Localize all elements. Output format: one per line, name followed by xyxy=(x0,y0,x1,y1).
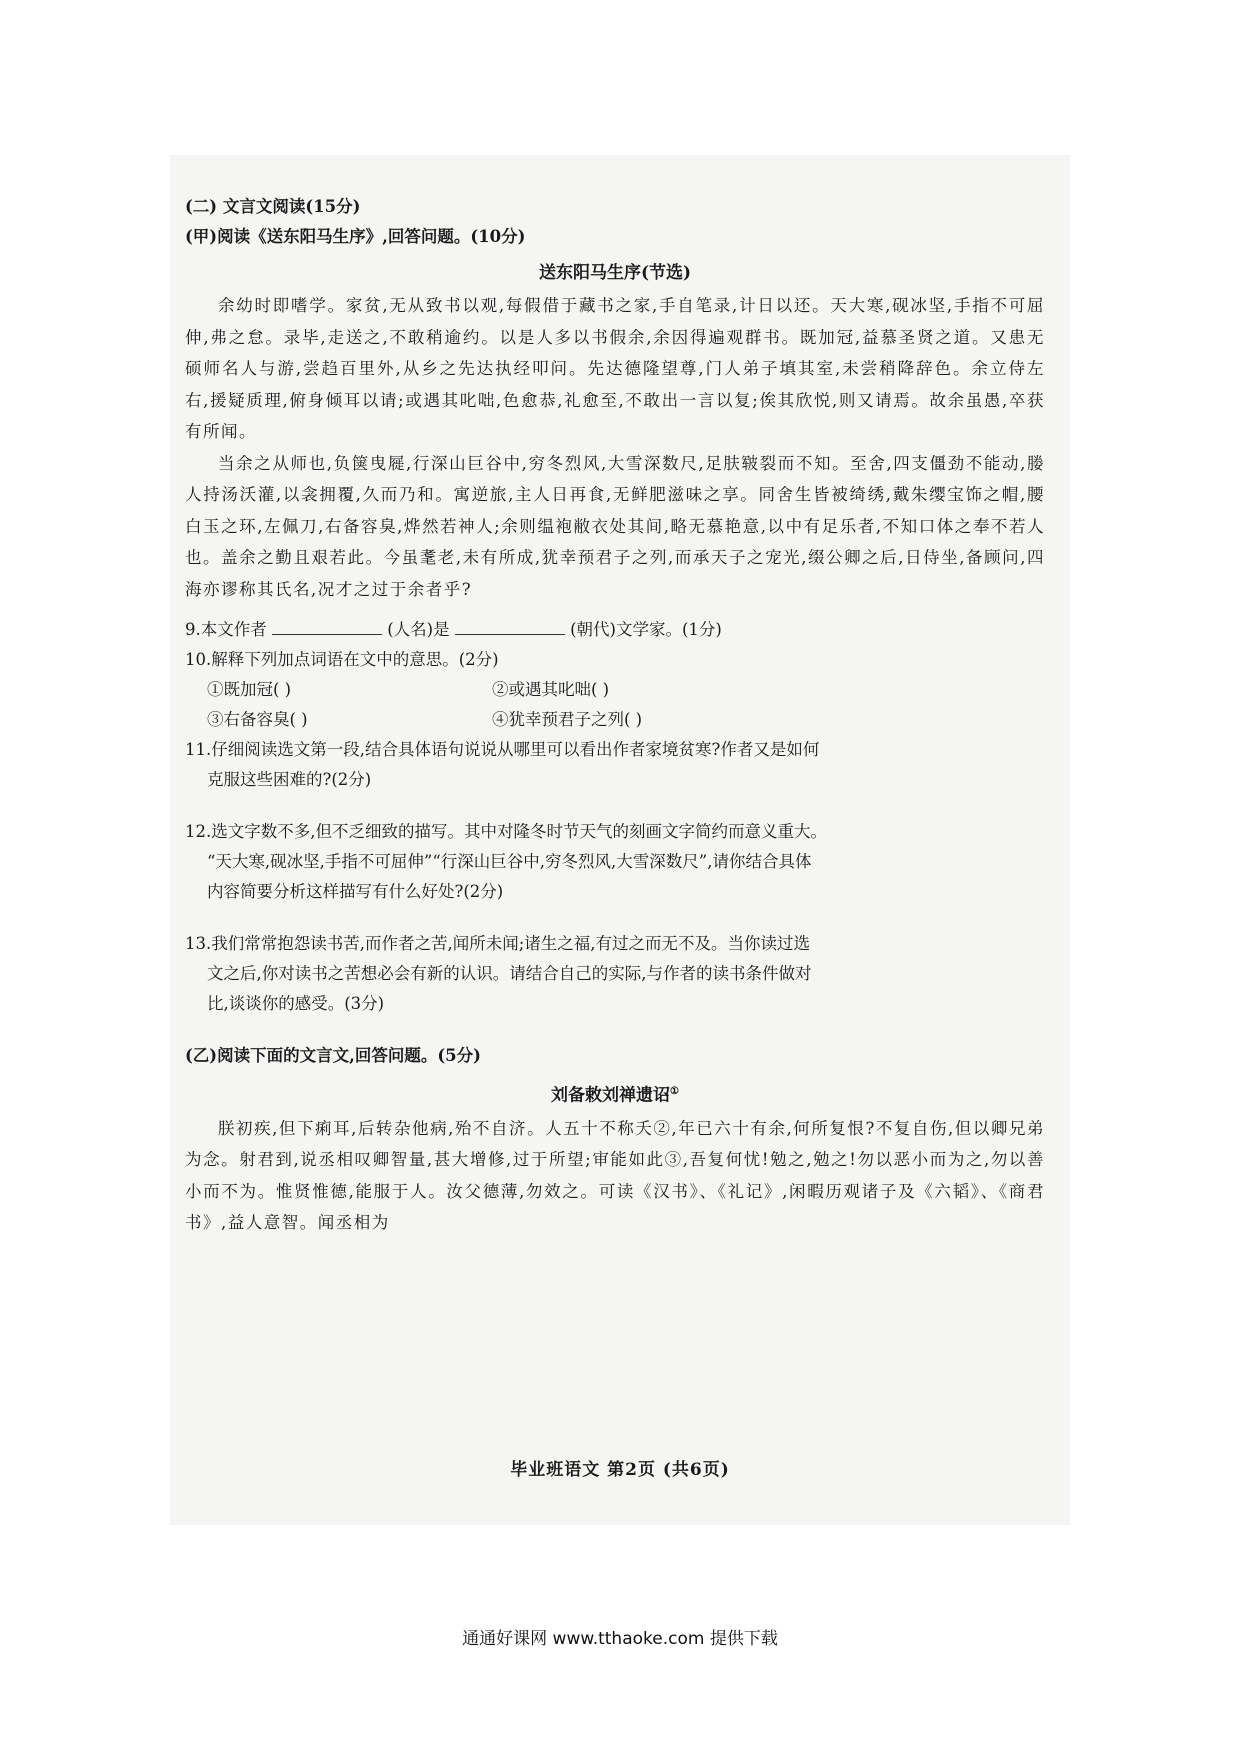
question-13-line-1: 13.我们常常抱怨读书苦,而作者之苦,闻所未闻;诸生之福,有过之而无不及。当你读过选 xyxy=(185,934,811,953)
answer-space xyxy=(185,907,1045,929)
author-name-blank[interactable] xyxy=(272,620,382,635)
question-10-options-row-2 xyxy=(185,705,1045,735)
answer-space xyxy=(185,1019,1045,1041)
passage-b-title xyxy=(185,1077,1045,1111)
question-10-stem: 10.解释下列加点词语在文中的意思。(2分) xyxy=(185,650,499,669)
question-13-line-2: 文之后,你对读书之苦想必会有新的认识。请结合自己的实际,与作者的读书条件做对 xyxy=(207,964,812,983)
question-9-prefix: 9.本文作者 xyxy=(185,620,267,639)
answer-space xyxy=(185,795,1045,817)
passage-b-title-text: 刘备敕刘禅遗诏 xyxy=(551,1085,671,1106)
part-b-header: (乙)阅读下面的文言文,回答问题。(5分) xyxy=(185,1046,481,1065)
question-9-suffix: (朝代)文学家。(1分) xyxy=(570,620,722,639)
question-12-line-1: 12.选文字数不多,但不乏细致的描写。其中对隆冬时节天气的刻画文字简约而意义重大。 xyxy=(185,822,827,841)
passage-a-paragraph-2: 当余之从师也,负箧曳屣,行深山巨谷中,穷冬烈风,大雪深数尺,足肤皲裂而不知。至舍,四支僵劲不能动,媵人持汤沃灌,以衾拥覆,久而乃和。寓逆旅,主人日再食,无鲜肥滋味之享。同舍生皆被绮绣,戴朱缨宝饰之帽,腰白玉之环,左佩刀,右备容臭,烨然若神人;余则缊袍敝衣处其间,略无慕艳意,以中有足乐者,不知口体之奉不若人也。盖余之勤且艰若此。今虽耄老,未有所成,犹幸预君子之列,而承天子之宠光,缀公卿之后,日侍坐,备顾问,四海亦谬称其氏名,况才之过于余者乎? xyxy=(185,453,1045,599)
question-9-mid: (人名)是 xyxy=(387,620,450,639)
question-9 xyxy=(185,615,1045,645)
question-10-option-1: ①既加冠( ) xyxy=(207,680,292,699)
download-watermark: 通通好课网 www.tthaoke.com 提供下载 xyxy=(462,1629,778,1649)
question-10-option-3: ③右备容臭( ) xyxy=(207,710,308,729)
passage-a-title: 送东阳马生序(节选) xyxy=(538,263,692,283)
page-footer: 毕业班语文 第2页 (共6页) xyxy=(510,1460,730,1480)
passage-a-paragraph-1: 余幼时即嗜学。家贫,无从致书以观,每假借于藏书之家,手自笔录,计日以还。天大寒,砚冰坚,手指不可屈伸,弗之怠。录毕,走送之,不敢稍逾约。以是人多以书假余,余因得遍观群书。既加冠,益慕圣贤之道。又患无硕师名人与游,尝趋百里外,从乡之先达执经叩问。先达德隆望尊,门人弟子填其室,未尝稍降辞色。余立侍左右,援疑质理,俯身倾耳以请;或遇其叱咄,色愈恭,礼愈至,不敢出一言以复;俟其欣悦,则又请焉。故余虽愚,卒获有所闻。 xyxy=(185,296,1045,441)
question-11-line-1: 11.仔细阅读选文第一段,结合具体语句说说从哪里可以看出作者家境贫寒?作者又是如何 xyxy=(185,740,820,759)
question-10-option-2: ②或遇其叱咄( ) xyxy=(492,680,610,699)
question-12-line-3: 内容简要分析这样描写有什么好处?(2分) xyxy=(207,882,504,901)
section-header: (二) 文言文阅读(15分) xyxy=(185,197,361,216)
part-a-header: (甲)阅读《送东阳马生序》,回答问题。(10分) xyxy=(185,227,526,246)
passage-b-text: 朕初疾,但下痢耳,后转杂他病,殆不自济。人五十不称夭②,年已六十有余,何所复恨?不复自伤,但以卿兄弟为念。射君到,说丞相叹卿智量,甚大增修,过于所望;审能如此③,吾复何忧!勉之,勉之!勿以恶小而为之,勿以善小而不为。惟贤惟德,能服于人。汝父德薄,勿效之。可读《汉书》、《礼记》,闲暇历观诸子及《六韬》、《商君书》,益人意智。闻丞相为 xyxy=(185,1118,1045,1233)
question-10-options-row-1 xyxy=(185,675,1045,705)
question-12-line-2: “天大寒,砚冰坚,手指不可屈伸”“行深山巨谷中,穷冬烈风,大雪深数尺”,请你结合具体 xyxy=(207,852,812,871)
passage-b-title-note: ① xyxy=(670,1086,679,1097)
question-11-line-2: 克服这些困难的?(2分) xyxy=(207,770,372,789)
exam-content xyxy=(185,192,1045,1239)
question-10-option-4: ④犹幸预君子之列( ) xyxy=(492,710,643,729)
question-13-line-3: 比,谈谈你的感受。(3分) xyxy=(207,994,385,1013)
dynasty-blank[interactable] xyxy=(455,620,565,635)
